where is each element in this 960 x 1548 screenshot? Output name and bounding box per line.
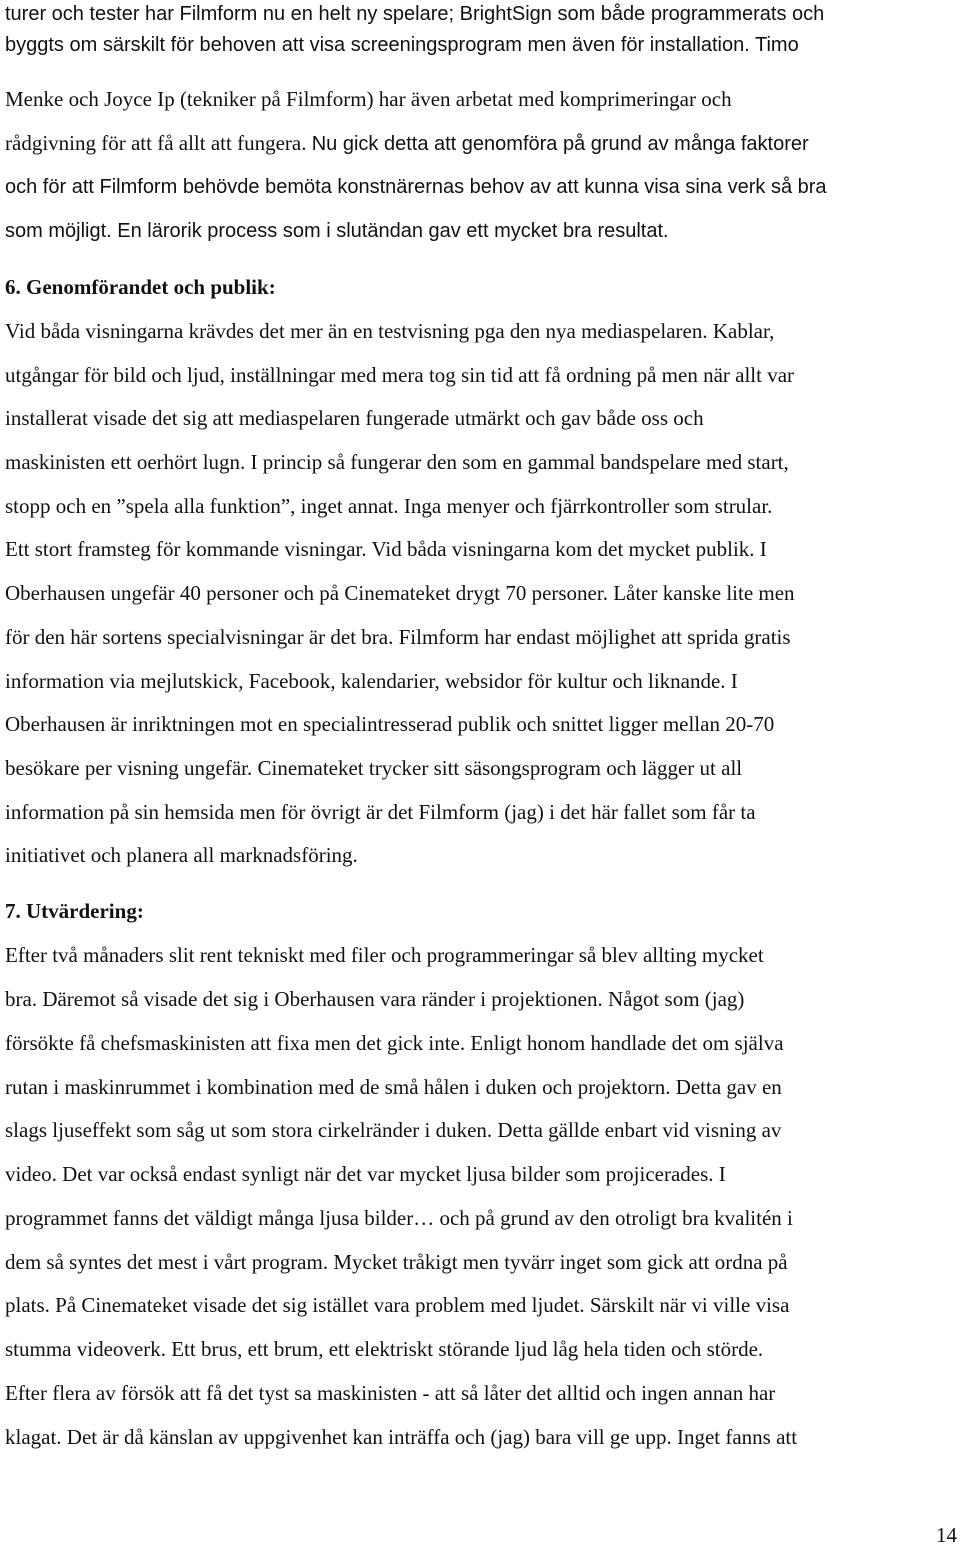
section-heading <box>5 898 144 924</box>
text-line <box>5 1030 784 1056</box>
text-line <box>5 1117 781 1143</box>
text-line <box>5 986 744 1012</box>
page-number: 14 <box>936 1523 957 1547</box>
text-segment: utgångar för bild och ljud, inställningar med mera tog sin tid att få ordning på men när allt var <box>5 363 795 387</box>
text-line <box>5 1205 793 1231</box>
text-segment: turer och tester har Filmform nu en helt ny spelare; BrightSign som både programmerats och <box>5 3 825 25</box>
text-line <box>5 1424 797 1450</box>
text-line <box>5 449 789 475</box>
text-segment: Ett stort framsteg för kommande visningar. Vid båda visningarna kom det mycket publik. I <box>5 537 767 561</box>
text-segment: video. Det var också endast synligt när det var mycket ljusa bilder som projicerades. I <box>5 1162 726 1186</box>
text-line <box>5 842 358 868</box>
text-segment: maskinisten ett oerhört lugn. I princip så fungerar den som en gammal bandspelare med start, <box>5 450 789 474</box>
text-line <box>5 755 742 781</box>
text-segment: installerat visade det sig att mediaspelaren fungerade utmärkt och gav både oss och <box>5 406 704 430</box>
text-segment: Nu gick detta att genomföra på grund av många faktorer <box>311 133 809 155</box>
text-line <box>5 668 738 694</box>
text-segment: 6. Genomförandet och publik: <box>5 275 276 299</box>
text-line <box>5 217 669 244</box>
text-segment: för den här sortens specialvisningar är det bra. Filmform har endast möjlighet att sprida gratis <box>5 625 791 649</box>
text-line <box>5 405 704 431</box>
text-segment: stopp och en ”spela alla funktion”, inget annat. Inga menyer och fjärrkontroller som strular. <box>5 494 773 518</box>
text-segment: information på sin hemsida men för övrigt är det Filmform (jag) i det här fallet som får ta <box>5 800 756 824</box>
text-segment: stumma videoverk. Ett brus, ett brum, ett elektriskt störande ljud låg hela tiden och störde. <box>5 1337 764 1361</box>
text-segment: initiativet och planera all marknadsföring. <box>5 843 358 867</box>
text-line <box>5 580 795 606</box>
text-segment: dem så syntes det mest i vårt program. Mycket tråkigt men tyvärr inget som gick att ordna på <box>5 1250 788 1274</box>
text-segment: programmet fanns det väldigt många ljusa bilder… och på grund av den otroligt bra kvalitén i <box>5 1206 793 1230</box>
text-line <box>5 0 824 27</box>
section-heading <box>5 274 276 300</box>
text-line <box>5 1161 726 1187</box>
text-segment: bra. Däremot så visade det sig i Oberhausen vara ränder i projektionen. Något som (jag) <box>5 987 745 1011</box>
text-line <box>5 1336 763 1362</box>
text-line <box>5 624 791 650</box>
text-line <box>5 1380 775 1406</box>
text-segment: försökte få chefsmaskinisten att fixa men det gick inte. Enligt honom handlade det om själva <box>5 1031 784 1055</box>
text-segment: information via mejlutskick, Facebook, kalendarier, websidor för kultur och liknande. I <box>5 669 738 693</box>
text-line <box>5 536 767 562</box>
text-line <box>5 1292 789 1318</box>
text-segment: Vid båda visningarna krävdes det mer än en testvisning pga den nya mediaspelaren. Kablar, <box>5 319 775 343</box>
text-segment: Menke och Joyce Ip (tekniker på Filmform) har även arbetat med komprimeringar och <box>5 87 732 111</box>
text-segment: Efter två månaders slit rent tekniskt med filer och programmeringar så blev allting mycket <box>5 943 764 967</box>
text-line <box>5 711 774 737</box>
text-line <box>5 173 827 200</box>
text-segment: rutan i maskinrummet i kombination med de små hålen i duken och projektorn. Detta gav en <box>5 1075 782 1099</box>
text-line <box>5 31 799 58</box>
text-segment: Efter flera av försök att få det tyst sa maskinisten - att så låter det alltid och ingen annan har <box>5 1381 776 1405</box>
text-line <box>5 86 732 112</box>
text-line <box>5 942 764 968</box>
text-segment: plats. På Cinemateket visade det sig istället vara problem med ljudet. Särskilt när vi ville visa <box>5 1293 790 1317</box>
text-segment: besökare per visning ungefär. Cinemateket trycker sitt säsongsprogram och lägger ut all <box>5 756 743 780</box>
text-line <box>5 318 774 344</box>
text-segment: Oberhausen är inriktningen mot en specialintresserad publik och snittet ligger mellan 20-70 <box>5 712 775 736</box>
text-line <box>5 362 794 388</box>
text-segment: Oberhausen ungefär 40 personer och på Cinemateket drygt 70 personer. Låter kanske lite men <box>5 581 795 605</box>
text-segment: 7. Utvärdering: <box>5 899 144 923</box>
text-line <box>5 130 809 157</box>
text-line <box>5 1074 782 1100</box>
text-segment: som möjligt. En lärorik process som i slutändan gav ett mycket bra resultat. <box>5 220 669 242</box>
text-segment: slags ljuseffekt som såg ut som stora cirkelränder i duken. Detta gällde enbart vid visning av <box>5 1118 782 1142</box>
text-segment: klagat. Det är då känslan av uppgivenhet kan inträffa och (jag) bara vill ge upp. Inget fanns att <box>5 1425 798 1449</box>
text-line <box>5 1249 788 1275</box>
text-segment: byggts om särskilt för behoven att visa screeningsprogram men även för installation. Timo <box>5 34 799 56</box>
text-line <box>5 799 756 825</box>
text-segment: och för att Filmform behövde bemöta konstnärernas behov av att kunna visa sina verk så bra <box>5 176 827 198</box>
text-line <box>5 493 772 519</box>
text-segment: rådgivning för att få allt att fungera. <box>5 131 312 155</box>
